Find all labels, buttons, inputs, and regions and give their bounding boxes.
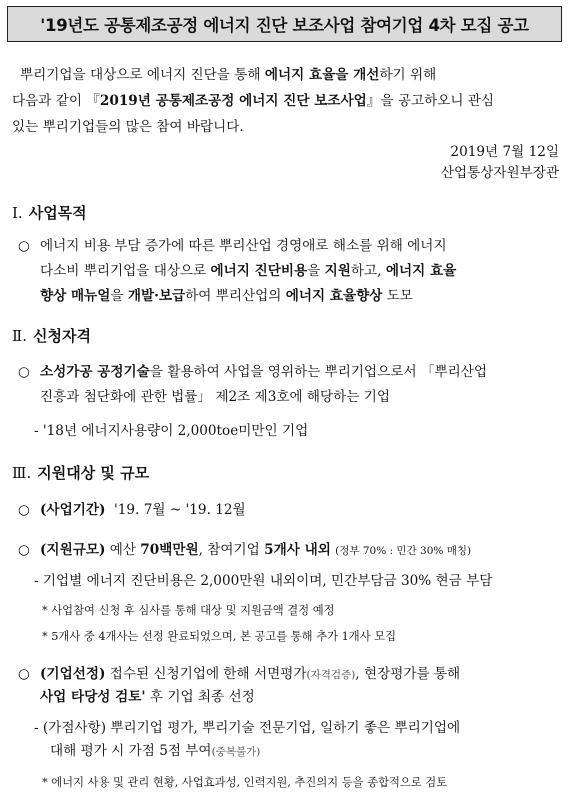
intro-emphasis: 에너지 효율을 개선 (264, 67, 380, 83)
scale-sub-item: - 기업별 에너지 진단비용은 2,000만원 내외이며, 민간부담금 30% 현금 부담 (34, 573, 493, 589)
s2-line-2: 진흥과 첨단화에 관한 법률」 제2조 제3호에 해당하는 기업 (40, 389, 391, 405)
bullet-icon: ○ (18, 502, 30, 518)
bullet-icon: ○ (18, 238, 30, 254)
text: 다소비 뿌리기업을 대상으로 (40, 263, 211, 279)
bullet-icon: ○ (18, 364, 30, 380)
text: 을 (110, 288, 128, 304)
emphasis: 향상 매뉴얼 (40, 288, 111, 304)
company-count: 5개사 내외 (264, 542, 331, 558)
emphasis: 에너지 효율 (385, 263, 457, 279)
s1-line-3 (40, 286, 413, 306)
section-1-heading (12, 202, 87, 223)
section-number: Ⅲ. (12, 464, 32, 482)
s1-line-2 (40, 261, 456, 281)
text: 후 기업 최종 선정 (145, 689, 255, 705)
text: 대해 평가 시 가점 5점 부여 (50, 743, 212, 759)
note-1: * 사업참여 신청 후 심사를 통해 대상 및 지원금액 결정 예정 (42, 604, 335, 617)
bullet-icon: ○ (18, 542, 30, 558)
intro-line-1 (20, 65, 436, 85)
page-title: '19년도 공통제조공정 에너지 진단 보조사업 참여기업 4차 모집 공고 (40, 16, 529, 35)
s2-line-1 (40, 362, 487, 382)
emphasis: 에너지 효율향상 (285, 288, 383, 304)
section-title: 사업목적 (28, 204, 87, 222)
text: 예산 (105, 542, 141, 558)
selection-line-1 (40, 664, 460, 685)
text: 하고, (350, 263, 386, 279)
program-name: 2019년 공통제조공정 에너지 진단 보조사업 (99, 93, 367, 109)
period-line (40, 500, 246, 520)
title-box (7, 6, 562, 42)
scale-line (40, 540, 471, 561)
s1-line-1: 에너지 비용 부담 증가에 따른 뿌리산업 경영애로 해소를 위해 에너지 (40, 238, 447, 254)
text: 을 (307, 263, 325, 279)
text: , 참여기업 (198, 542, 265, 558)
text: 도모 (382, 288, 413, 304)
section-2-heading (12, 325, 91, 346)
note-2: * 5개사 중 4개사는 선정 완료되었으며, 본 공고를 통해 추가 1개사 모집 (42, 630, 397, 643)
emphasis: 개발·보급 (127, 288, 186, 304)
intro-line-3: 있는 뿌리기업들의 많은 참여 바랍니다. (12, 119, 244, 135)
intro-text: 하기 위해 (379, 67, 437, 83)
qualification-note: (자격검증) (306, 669, 356, 681)
bullet-icon: ○ (18, 666, 30, 682)
emphasis: 소성가공 공정기술 (40, 364, 150, 380)
section-number: Ⅰ. (12, 204, 23, 222)
section-number: Ⅱ. (12, 327, 27, 345)
label: (기업선정) (40, 666, 106, 682)
intro-text: 다음과 같이 『 (12, 93, 100, 109)
emphasis: 에너지 진단비용 (210, 263, 308, 279)
announcement-date: 2019년 7월 12일 (450, 144, 559, 160)
label: (사업기간) (40, 502, 106, 518)
text: 하여 뿌리산업의 (185, 288, 286, 304)
section-3-heading (12, 462, 149, 483)
budget: 70백만원 (140, 542, 199, 558)
no-duplicate-note: (중복불가) (211, 746, 261, 758)
bonus-line-1: - (가점사항) 뿌리기업 평가, 뿌리기술 전문기업, 일하기 좋은 뿌리기업에 (34, 720, 461, 736)
s2-sub-item: - '18년 에너지사용량이 2,000toe미만인 기업 (34, 423, 309, 439)
text: 접수된 신청기업에 한해 서면평가 (105, 666, 307, 682)
bonus-line-2 (50, 741, 260, 762)
intro-text: 뿌리기업을 대상으로 에너지 진단을 통해 (20, 67, 265, 83)
text: , 현장평가를 통해 (355, 666, 461, 682)
issuer: 산업통상자원부장관 (440, 165, 559, 181)
text: 을 활용하여 사업을 영위하는 뿌리기업으로서 「뿌리산업 (149, 364, 488, 380)
emphasis: 사업 타당성 검토' (40, 689, 146, 705)
label: (지원규모) (40, 542, 106, 558)
matching-note: (정부 70% : 민간 30% 매칭) (335, 545, 472, 557)
intro-line-2 (12, 91, 494, 111)
selection-line-2 (40, 687, 255, 707)
period-value: '19. 7월 ~ '19. 12월 (114, 502, 246, 518)
section-title: 지원대상 및 규모 (37, 464, 150, 482)
note-3: * 에너지 사용 및 관리 현황, 사업효과성, 인력지원, 추진의지 등을 종합적으로 검토 (42, 776, 448, 789)
section-title: 신청자격 (32, 327, 91, 345)
intro-text: 』을 공고하오니 관심 (366, 93, 495, 109)
emphasis: 지원 (324, 263, 351, 279)
